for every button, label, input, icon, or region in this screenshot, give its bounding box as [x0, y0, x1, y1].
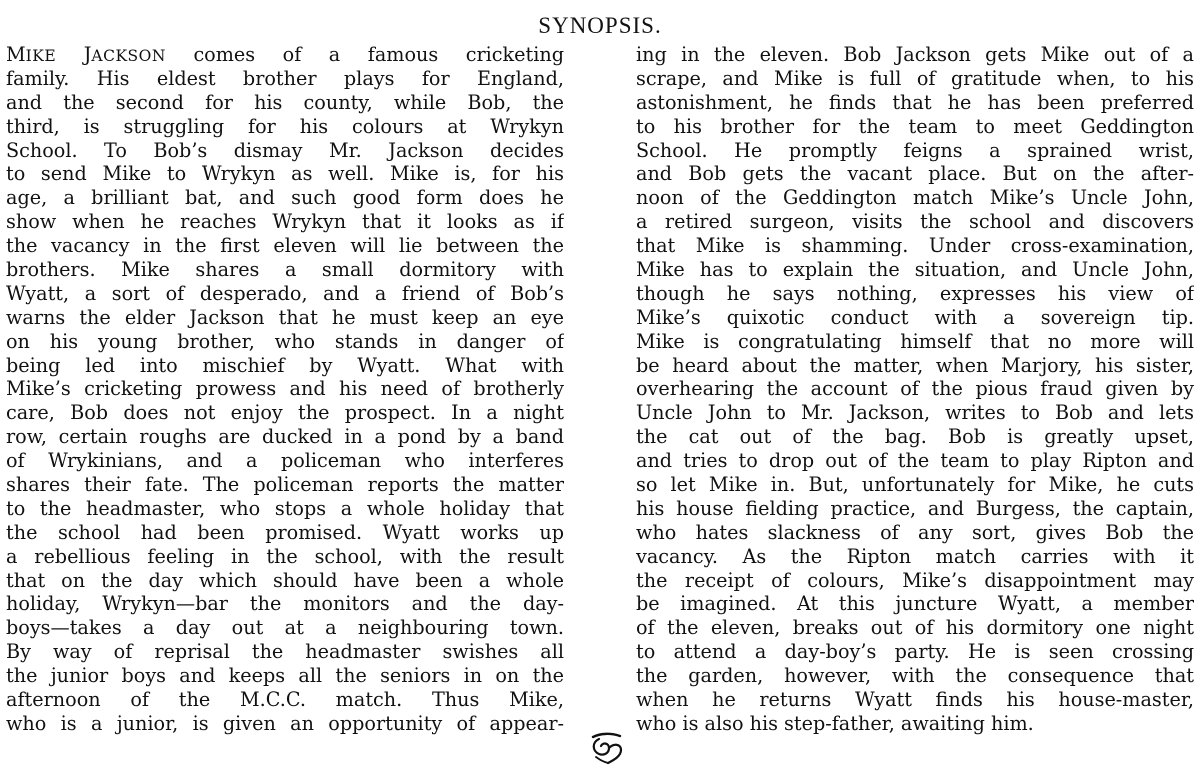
right-line: the cat out of the bag. Bob is greatly upset,	[636, 425, 1194, 449]
right-line: that Mike is shamming. Under cross-examination,	[636, 234, 1194, 258]
left-line: Wyatt, a sort of desperado, and a friend of Bob’s	[6, 281, 564, 305]
left-line: brothers. Mike shares a small dormitory with	[6, 258, 564, 282]
right-line: so let Mike in. But, unfortunately for Mike, he cuts	[636, 473, 1194, 497]
right-line: be imagined. At this juncture Wyatt, a member	[636, 592, 1194, 616]
left-line: By way of reprisal the headmaster swishes all	[6, 640, 564, 664]
left-line: School. To Bob’s dismay Mr. Jackson decides	[6, 138, 564, 162]
left-line: family. His eldest brother plays for England,	[6, 66, 564, 90]
right-line: though he says nothing, expresses his view of	[636, 281, 1194, 305]
right-line: Mike has to explain the situation, and Uncle John,	[636, 258, 1194, 282]
right-line: the garden, however, with the consequence that	[636, 664, 1194, 688]
left-line: show when he reaches Wrykyn that it looks as if	[6, 210, 564, 234]
surname-initial: J	[83, 43, 92, 66]
left-line: shares their fate. The policeman reports the matter	[6, 473, 564, 497]
left-line-1	[6, 43, 564, 67]
right-line: to his brother for the team to meet Geddington	[636, 114, 1194, 138]
printer-ornament-icon	[587, 731, 627, 765]
right-line: overhearing the account of the pious fraud given by	[636, 377, 1194, 401]
right-line: vacancy. As the Ripton match carries with it	[636, 544, 1194, 568]
right-line: Mike’s quixotic conduct with a sovereign tip.	[636, 305, 1194, 329]
left-line: the school had been promised. Wyatt works up	[6, 520, 564, 544]
left-line: who is a junior, is given an opportunity of appear-	[6, 711, 564, 735]
left-line: care, Bob does not enjoy the prospect. In a night	[6, 401, 564, 425]
left-line: and the second for his county, while Bob, the	[6, 90, 564, 114]
right-line: astonishment, he finds that he has been preferred	[636, 90, 1194, 114]
right-line: the receipt of colours, Mike’s disappointment may	[636, 568, 1194, 592]
left-line: of Wrykinians, and a policeman who interferes	[6, 449, 564, 473]
left-line: being led into mischief by Wyatt. What with	[6, 353, 564, 377]
right-line: when he returns Wyatt finds his house-master,	[636, 688, 1194, 712]
left-line: the vacancy in the first eleven will lie between the	[6, 234, 564, 258]
page-title: SYNOPSIS.	[538, 13, 662, 38]
right-line: Mike is congratulating himself that no more will	[636, 329, 1194, 353]
right-line: scrape, and Mike is full of gratitude when, to his	[636, 66, 1194, 90]
left-line: that on the day which should have been a whole	[6, 568, 564, 592]
name-rest: IKE	[25, 47, 57, 65]
right-line: to attend a day-boy’s party. He is seen crossing	[636, 640, 1194, 664]
right-line: noon of the Geddington match Mike’s Uncle John,	[636, 186, 1194, 210]
right-line: School. He promptly feigns a sprained wrist,	[636, 138, 1194, 162]
right-line: of the eleven, breaks out of his dormitory one night	[636, 616, 1194, 640]
left-line: row, certain roughs are ducked in a pond by a band	[6, 425, 564, 449]
left-line: to the headmaster, who stops a whole holiday that	[6, 496, 564, 520]
left-line: a rebellious feeling in the school, with the result	[6, 544, 564, 568]
right-line: who hates slackness of any sort, gives Bob the	[636, 520, 1194, 544]
left-line: holiday, Wrykyn—bar the monitors and the day-	[6, 592, 564, 616]
right-line: his house fielding practice, and Burgess, the captain,	[636, 496, 1194, 520]
left-line-1-text: comes of a famous cricketing	[165, 43, 564, 66]
right-line: a retired surgeon, visits the school and discovers	[636, 210, 1194, 234]
name-initial: M	[6, 43, 26, 66]
left-line: boys—takes a day out at a neighbouring town.	[6, 616, 564, 640]
right-line: and Bob gets the vacant place. But on the after-	[636, 162, 1194, 186]
right-line-final: who is also his step-father, awaiting him.	[636, 711, 1034, 735]
left-line: age, a brilliant bat, and such good form does he	[6, 186, 564, 210]
left-line: afternoon of the M.C.C. match. Thus Mike,	[6, 688, 564, 712]
left-line: warns the elder Jackson that he must keep an eye	[6, 305, 564, 329]
right-line: Uncle John to Mr. Jackson, writes to Bob and lets	[636, 401, 1194, 425]
surname-rest: ACKSON	[91, 47, 166, 65]
left-line: to send Mike to Wrykyn as well. Mike is, for his	[6, 162, 564, 186]
left-line: Mike’s cricketing prowess and his need of brotherly	[6, 377, 564, 401]
right-line: and tries to drop out of the team to play Ripton and	[636, 449, 1194, 473]
left-line: the junior boys and keeps all the seniors in on the	[6, 664, 564, 688]
right-line: ing in the eleven. Bob Jackson gets Mike out of a	[636, 43, 1194, 66]
right-line: be heard about the matter, when Marjory, his sister,	[636, 353, 1194, 377]
right-column	[636, 43, 1194, 736]
left-line: on his young brother, who stands in danger of	[6, 329, 564, 353]
left-line: third, is struggling for his colours at Wrykyn	[6, 114, 564, 138]
left-column	[6, 43, 564, 736]
